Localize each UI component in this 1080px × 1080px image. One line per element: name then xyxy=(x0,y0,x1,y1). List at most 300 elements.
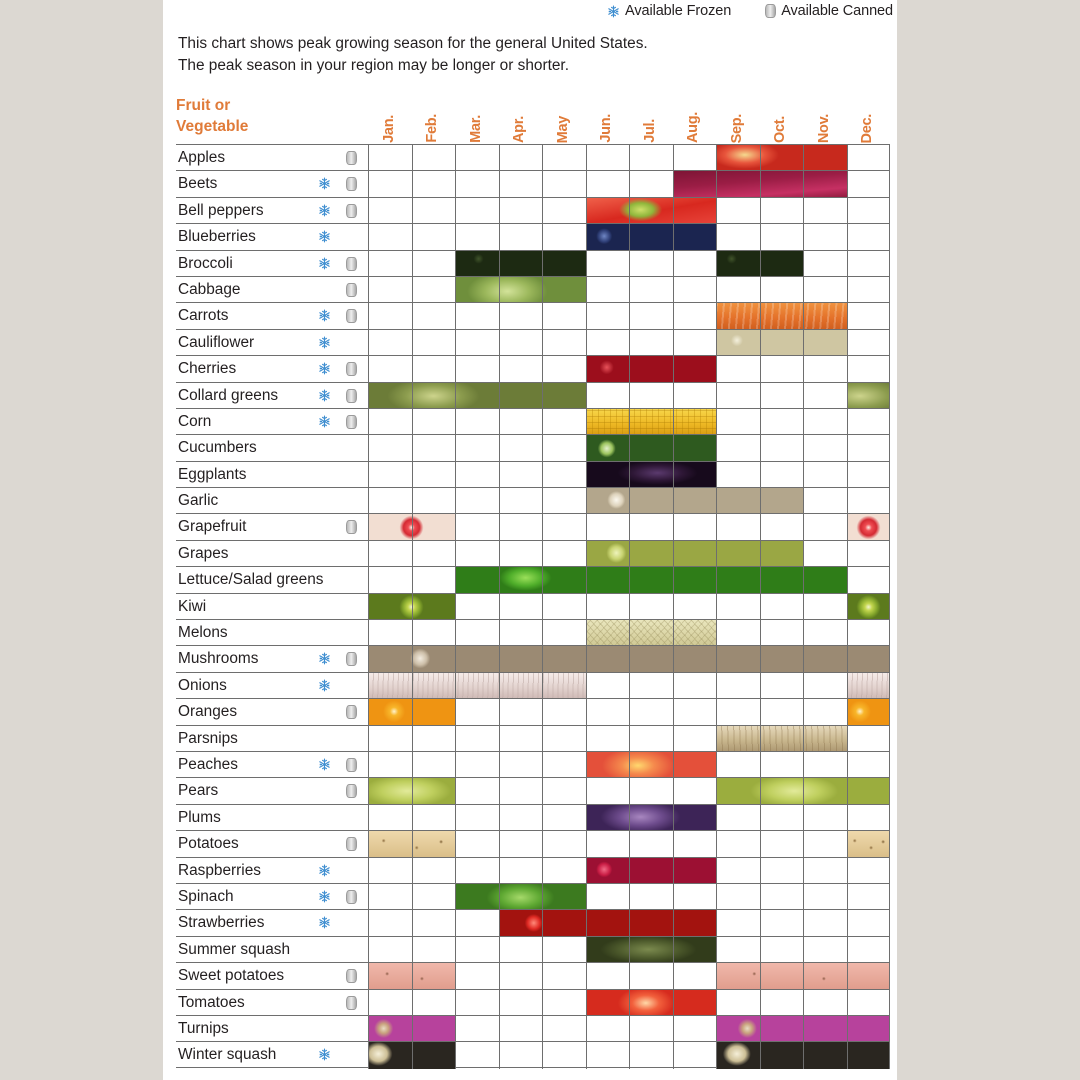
month-cells xyxy=(368,1042,890,1068)
grid-line xyxy=(629,277,630,303)
grid-line xyxy=(542,1042,543,1068)
legend-item-frozen xyxy=(607,3,731,19)
grid-line xyxy=(368,778,369,804)
grid-line xyxy=(889,488,890,514)
can-icon xyxy=(346,415,357,429)
grid-line xyxy=(455,1016,456,1042)
grid-line xyxy=(499,673,500,699)
grid-line xyxy=(412,831,413,857)
grid-line xyxy=(716,1016,717,1042)
month-cells xyxy=(368,198,890,224)
season-bar xyxy=(847,831,891,857)
grid-line xyxy=(889,541,890,567)
grid-line xyxy=(499,1016,500,1042)
grid-line xyxy=(368,726,369,752)
grid-line xyxy=(412,726,413,752)
grid-line xyxy=(499,198,500,224)
snowflake-icon xyxy=(318,679,331,697)
grid-line xyxy=(455,699,456,725)
grid-line xyxy=(412,198,413,224)
table-row[interactable] xyxy=(176,144,890,170)
month-header-aug: Aug. xyxy=(685,111,702,143)
grid-line xyxy=(455,409,456,435)
table-row[interactable] xyxy=(176,883,890,909)
grid-line xyxy=(412,963,413,989)
grid-line xyxy=(586,435,587,461)
month-cells xyxy=(368,488,890,514)
snowflake-icon xyxy=(318,652,331,670)
grid-line xyxy=(847,303,848,329)
seasonal-produce-chart xyxy=(176,92,890,1068)
grid-line xyxy=(716,1042,717,1068)
grid-line xyxy=(499,541,500,567)
grid-line xyxy=(542,251,543,277)
grid-line xyxy=(629,330,630,356)
intro-text xyxy=(178,33,878,76)
produce-label: Eggplants xyxy=(178,465,247,483)
produce-label: Summer squash xyxy=(178,940,291,958)
month-cells xyxy=(368,171,890,197)
table-row[interactable] xyxy=(176,276,890,302)
grid-line xyxy=(586,620,587,646)
snowflake-icon xyxy=(318,309,331,327)
grid-line xyxy=(847,884,848,910)
grid-line xyxy=(889,383,890,409)
chart-header-row xyxy=(176,92,890,144)
can-icon xyxy=(346,389,357,403)
grid-line xyxy=(889,171,890,197)
month-header-jan: Jan. xyxy=(380,115,397,143)
grid-line xyxy=(889,594,890,620)
month-header-mar: Mar. xyxy=(467,115,484,143)
grid-line xyxy=(716,409,717,435)
grid-line xyxy=(499,726,500,752)
table-row[interactable] xyxy=(176,513,890,539)
grid-line xyxy=(716,383,717,409)
grid-line xyxy=(673,251,674,277)
table-row[interactable] xyxy=(176,540,890,566)
grid-line xyxy=(889,1042,890,1068)
grid-line xyxy=(455,567,456,593)
month-cells xyxy=(368,567,890,593)
grid-line xyxy=(673,778,674,804)
grid-line xyxy=(412,910,413,936)
grid-line xyxy=(542,145,543,171)
grid-line xyxy=(760,778,761,804)
grid-line xyxy=(629,488,630,514)
produce-label: Spinach xyxy=(178,887,234,905)
grid-line xyxy=(412,488,413,514)
season-bar xyxy=(847,673,891,699)
grid-line xyxy=(847,224,848,250)
grid-line xyxy=(542,462,543,488)
grid-line xyxy=(847,699,848,725)
grid-line xyxy=(889,435,890,461)
grid-line xyxy=(716,752,717,778)
grid-line xyxy=(455,383,456,409)
grid-line xyxy=(586,673,587,699)
grid-line xyxy=(847,435,848,461)
grid-line xyxy=(716,778,717,804)
produce-label: Sweet potatoes xyxy=(178,967,285,985)
produce-label: Broccoli xyxy=(178,254,233,272)
grid-line xyxy=(803,673,804,699)
grid-line xyxy=(629,937,630,963)
grid-line xyxy=(499,805,500,831)
table-row[interactable] xyxy=(176,250,890,276)
month-cells xyxy=(368,383,890,409)
season-bar xyxy=(368,673,586,699)
grid-line xyxy=(673,541,674,567)
grid-line xyxy=(803,910,804,936)
grid-line xyxy=(760,910,761,936)
grid-line xyxy=(368,752,369,778)
table-row[interactable] xyxy=(176,170,890,196)
grid-line xyxy=(368,858,369,884)
month-cells xyxy=(368,251,890,277)
grid-line xyxy=(368,514,369,540)
grid-line xyxy=(542,858,543,884)
grid-line xyxy=(760,937,761,963)
grid-line xyxy=(455,145,456,171)
table-row[interactable] xyxy=(176,1041,890,1067)
grid-line xyxy=(760,567,761,593)
legend-label-canned: Available Canned xyxy=(781,3,893,19)
table-row[interactable] xyxy=(176,698,890,724)
table-row[interactable] xyxy=(176,804,890,830)
table-row[interactable] xyxy=(176,672,890,698)
grid-line xyxy=(412,567,413,593)
grid-line xyxy=(847,646,848,672)
can-icon xyxy=(765,4,776,18)
grid-line xyxy=(803,541,804,567)
table-row[interactable] xyxy=(176,725,890,751)
grid-line xyxy=(368,594,369,620)
grid-line xyxy=(412,541,413,567)
grid-line xyxy=(803,145,804,171)
table-row[interactable] xyxy=(176,434,890,460)
chart-panel xyxy=(163,0,897,1080)
can-icon xyxy=(346,283,357,297)
month-header-nov: Nov. xyxy=(815,113,832,143)
grid-line xyxy=(499,171,500,197)
month-cells xyxy=(368,435,890,461)
grid-line xyxy=(542,488,543,514)
grid-line xyxy=(716,963,717,989)
produce-label: Blueberries xyxy=(178,228,256,246)
intro-line-1: This chart shows peak growing season for the general United States. xyxy=(178,35,648,52)
season-bar xyxy=(455,884,586,910)
grid-line xyxy=(760,541,761,567)
grid-line xyxy=(499,1042,500,1068)
grid-line xyxy=(499,514,500,540)
snowflake-icon xyxy=(318,415,331,433)
grid-line xyxy=(542,567,543,593)
grid-line xyxy=(629,514,630,540)
grid-line xyxy=(368,251,369,277)
grid-line xyxy=(847,330,848,356)
grid-line xyxy=(716,541,717,567)
grid-line xyxy=(455,937,456,963)
table-row[interactable] xyxy=(176,302,890,328)
grid-line xyxy=(847,1042,848,1068)
grid-line xyxy=(847,514,848,540)
table-row[interactable] xyxy=(176,830,890,856)
grid-line xyxy=(455,541,456,567)
grid-line xyxy=(803,383,804,409)
grid-line xyxy=(368,937,369,963)
grid-line xyxy=(586,884,587,910)
grid-line xyxy=(542,514,543,540)
grid-line xyxy=(760,488,761,514)
grid-line xyxy=(586,409,587,435)
table-row[interactable] xyxy=(176,909,890,935)
season-bar xyxy=(586,752,717,778)
grid-line xyxy=(499,251,500,277)
grid-line xyxy=(412,409,413,435)
grid-line xyxy=(412,884,413,910)
snowflake-icon xyxy=(318,916,331,934)
grid-line xyxy=(803,409,804,435)
grid-line xyxy=(368,277,369,303)
grid-line xyxy=(673,699,674,725)
grid-line xyxy=(716,435,717,461)
table-row[interactable] xyxy=(176,645,890,671)
table-row[interactable] xyxy=(176,197,890,223)
month-cells xyxy=(368,462,890,488)
produce-label: Plums xyxy=(178,808,221,826)
grid-line xyxy=(716,251,717,277)
table-row[interactable] xyxy=(176,382,890,408)
grid-line xyxy=(542,673,543,699)
grid-line xyxy=(803,303,804,329)
month-cells xyxy=(368,646,890,672)
grid-line xyxy=(803,330,804,356)
grid-line xyxy=(629,858,630,884)
grid-line xyxy=(673,673,674,699)
grid-line xyxy=(586,646,587,672)
season-bar xyxy=(499,910,717,936)
grid-line xyxy=(847,963,848,989)
grid-line xyxy=(760,356,761,382)
grid-line xyxy=(499,646,500,672)
grid-line xyxy=(847,594,848,620)
month-cells xyxy=(368,726,890,752)
table-row[interactable] xyxy=(176,355,890,381)
grid-line xyxy=(760,409,761,435)
produce-label: Potatoes xyxy=(178,835,239,853)
grid-line xyxy=(760,277,761,303)
grid-line xyxy=(889,910,890,936)
grid-line xyxy=(847,251,848,277)
grid-line xyxy=(716,224,717,250)
month-cells xyxy=(368,884,890,910)
grid-line xyxy=(455,805,456,831)
grid-line xyxy=(586,937,587,963)
grid-line xyxy=(412,937,413,963)
grid-line xyxy=(586,1042,587,1068)
can-icon xyxy=(346,837,357,851)
grid-line xyxy=(499,356,500,382)
grid-line xyxy=(673,330,674,356)
table-row[interactable] xyxy=(176,566,890,592)
grid-line xyxy=(847,1016,848,1042)
grid-line xyxy=(499,277,500,303)
month-cells xyxy=(368,330,890,356)
grid-line xyxy=(542,198,543,224)
can-icon xyxy=(346,151,357,165)
grid-line xyxy=(673,567,674,593)
grid-line xyxy=(542,303,543,329)
grid-line xyxy=(889,805,890,831)
grid-line xyxy=(542,1016,543,1042)
month-cells xyxy=(368,831,890,857)
table-row[interactable] xyxy=(176,461,890,487)
table-row[interactable] xyxy=(176,1015,890,1041)
month-cells xyxy=(368,277,890,303)
grid-line xyxy=(586,541,587,567)
grid-line xyxy=(716,277,717,303)
grid-line xyxy=(412,990,413,1016)
grid-line xyxy=(673,435,674,461)
month-header-jul: Jul. xyxy=(641,119,658,143)
grid-line xyxy=(412,224,413,250)
grid-line xyxy=(847,171,848,197)
grid-line xyxy=(368,620,369,646)
grid-line xyxy=(412,251,413,277)
grid-line xyxy=(673,646,674,672)
grid-line xyxy=(673,594,674,620)
grid-line xyxy=(629,1016,630,1042)
grid-line xyxy=(673,356,674,382)
table-row[interactable] xyxy=(176,777,890,803)
grid-line xyxy=(889,198,890,224)
grid-line xyxy=(673,1042,674,1068)
grid-line xyxy=(586,462,587,488)
can-icon xyxy=(346,309,357,323)
grid-line xyxy=(716,145,717,171)
table-row[interactable] xyxy=(176,593,890,619)
produce-label: Oranges xyxy=(178,703,238,721)
grid-line xyxy=(412,1016,413,1042)
grid-line xyxy=(455,514,456,540)
grid-line xyxy=(368,1042,369,1068)
grid-line xyxy=(586,277,587,303)
grid-line xyxy=(455,303,456,329)
grid-line xyxy=(368,198,369,224)
grid-line xyxy=(542,277,543,303)
grid-line xyxy=(716,831,717,857)
grid-line xyxy=(542,409,543,435)
table-row[interactable] xyxy=(176,989,890,1015)
can-icon xyxy=(346,204,357,218)
grid-line xyxy=(368,1016,369,1042)
grid-line xyxy=(412,752,413,778)
table-row[interactable] xyxy=(176,751,890,777)
table-row[interactable] xyxy=(176,857,890,883)
month-cells xyxy=(368,303,890,329)
produce-label: Cabbage xyxy=(178,280,241,298)
grid-line xyxy=(847,409,848,435)
table-row[interactable] xyxy=(176,487,890,513)
table-row[interactable] xyxy=(176,223,890,249)
grid-line xyxy=(803,858,804,884)
can-icon xyxy=(346,758,357,772)
grid-line xyxy=(847,831,848,857)
grid-line xyxy=(629,198,630,224)
grid-line xyxy=(586,383,587,409)
month-cells xyxy=(368,1016,890,1042)
grid-line xyxy=(629,594,630,620)
grid-line xyxy=(586,805,587,831)
grid-line xyxy=(499,831,500,857)
grid-line xyxy=(803,198,804,224)
grid-line xyxy=(803,726,804,752)
month-cells xyxy=(368,224,890,250)
grid-line xyxy=(542,171,543,197)
season-bar xyxy=(586,435,717,461)
grid-line xyxy=(803,831,804,857)
grid-line xyxy=(673,409,674,435)
grid-line xyxy=(368,462,369,488)
grid-line xyxy=(499,462,500,488)
table-row[interactable] xyxy=(176,962,890,988)
grid-line xyxy=(889,330,890,356)
can-icon xyxy=(346,520,357,534)
season-bar xyxy=(586,541,804,567)
grid-line xyxy=(412,646,413,672)
produce-label: Lettuce/Salad greens xyxy=(178,571,324,589)
grid-line xyxy=(847,778,848,804)
month-cells xyxy=(368,699,890,725)
produce-label: Strawberries xyxy=(178,914,265,932)
grid-line xyxy=(542,937,543,963)
month-header-may: May xyxy=(554,115,571,143)
grid-line xyxy=(847,541,848,567)
grid-line xyxy=(455,963,456,989)
grid-line xyxy=(629,435,630,461)
grid-line xyxy=(847,990,848,1016)
grid-line xyxy=(889,963,890,989)
can-icon xyxy=(346,969,357,983)
grid-line xyxy=(673,990,674,1016)
month-cells xyxy=(368,858,890,884)
grid-line xyxy=(760,646,761,672)
table-row[interactable] xyxy=(176,408,890,434)
grid-line xyxy=(847,910,848,936)
grid-line xyxy=(803,567,804,593)
grid-line xyxy=(673,963,674,989)
table-row[interactable] xyxy=(176,619,890,645)
snowflake-icon xyxy=(318,890,331,908)
season-bar xyxy=(586,937,717,963)
grid-line xyxy=(629,699,630,725)
table-row[interactable] xyxy=(176,936,890,962)
season-bar xyxy=(716,145,847,171)
season-bar xyxy=(586,488,804,514)
grid-line xyxy=(629,462,630,488)
produce-label: Pears xyxy=(178,782,219,800)
grid-line xyxy=(889,303,890,329)
grid-line xyxy=(803,646,804,672)
grid-line xyxy=(542,752,543,778)
month-cells xyxy=(368,514,890,540)
table-row[interactable] xyxy=(176,329,890,355)
season-bar xyxy=(847,699,891,725)
grid-line xyxy=(889,858,890,884)
grid-line xyxy=(889,990,890,1016)
grid-line xyxy=(673,145,674,171)
